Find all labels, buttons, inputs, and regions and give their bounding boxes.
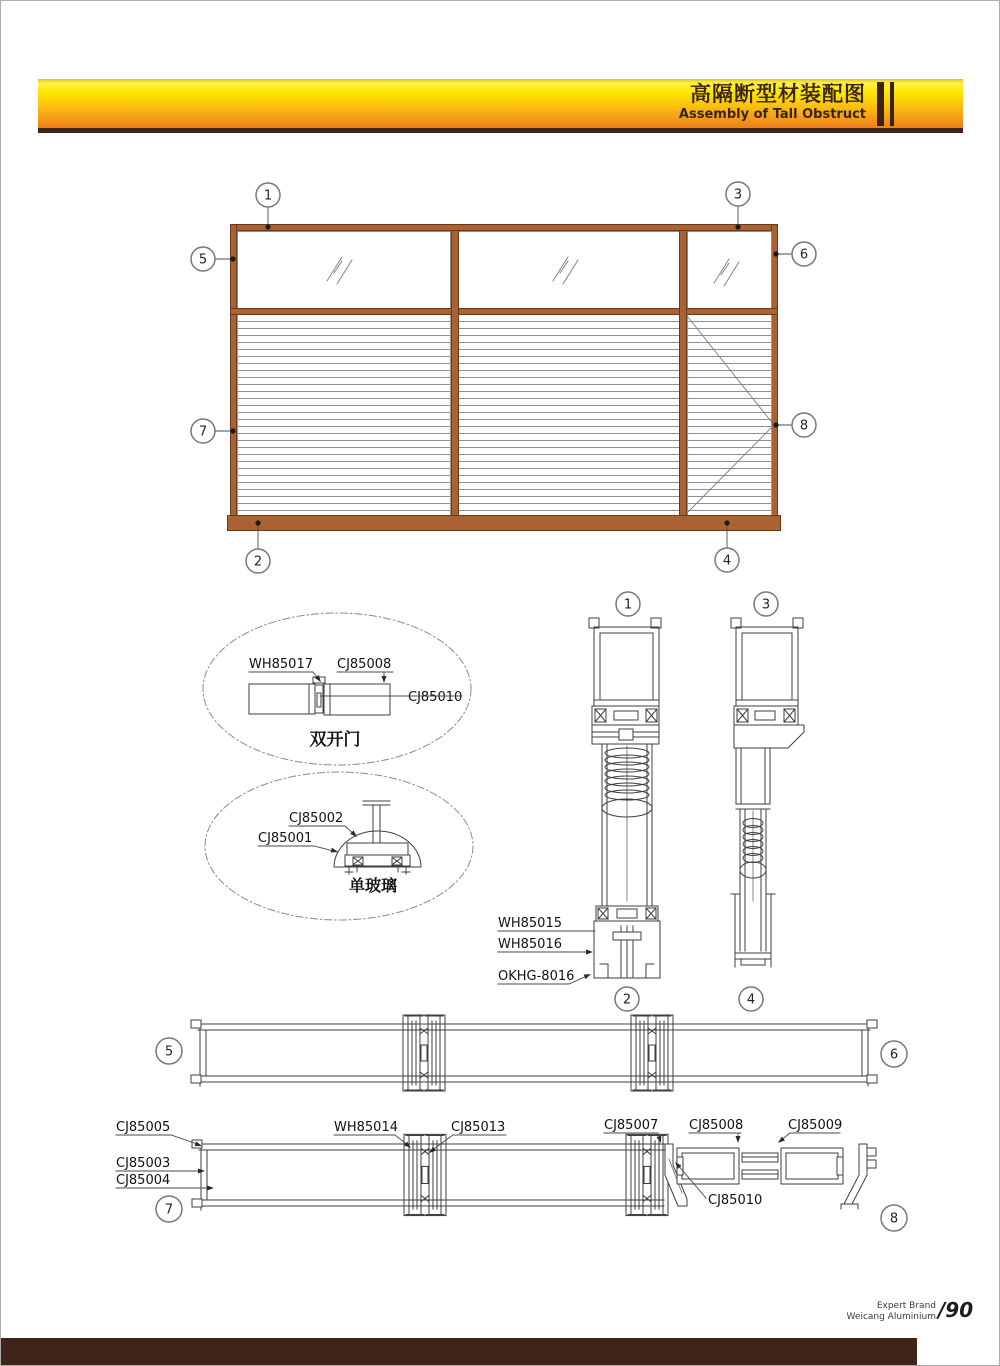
- callout-4-section: [739, 987, 763, 1011]
- callout-7-section-number: 7: [164, 1202, 174, 1218]
- callout-8-section: [881, 1205, 907, 1231]
- callout-4: [715, 548, 739, 572]
- label-cj85002: CJ85002: [289, 811, 344, 826]
- callout-7-number: 7: [198, 424, 208, 440]
- label-cj85003: CJ85003: [116, 1156, 171, 1171]
- glass-symbol-3: [714, 259, 739, 286]
- callout-6: [792, 242, 816, 266]
- callout-1: [256, 183, 280, 207]
- door-leaf-b: [781, 1148, 843, 1184]
- horizontal-section-bottom-row: [116, 1118, 907, 1231]
- vertical-sections: [498, 592, 804, 1011]
- detail-double-door: [203, 613, 471, 765]
- page-subtitle: Assembly of Tall Obstruct: [678, 107, 866, 122]
- door-end-piece: [841, 1144, 876, 1209]
- label-wh85017: WH85017: [249, 657, 313, 672]
- callout-1-section: [616, 592, 640, 616]
- callout-7-section: [156, 1196, 182, 1222]
- label-wh85015: WH85015: [498, 916, 562, 931]
- vertical-section-3: [731, 618, 804, 967]
- callout-3-section: [754, 592, 778, 616]
- label-okhg8016: OKHG-8016: [498, 969, 575, 984]
- vertical-section-1: [589, 618, 661, 978]
- callout-8: [792, 413, 816, 437]
- door-connector: [742, 1153, 778, 1179]
- label-cj85004: CJ85004: [116, 1173, 171, 1188]
- callout-6-number: 6: [799, 247, 809, 263]
- label-wh85014: WH85014: [334, 1120, 398, 1135]
- glass-symbol-2: [553, 257, 578, 284]
- detail-single-glass: [205, 772, 473, 920]
- horizontal-section-top-row: [156, 1015, 907, 1091]
- footer-brand-line2: Weicang Aluminium: [846, 1312, 936, 1322]
- caption-double-door: 双开门: [309, 730, 361, 750]
- callout-1-section-number: 1: [623, 597, 633, 613]
- footer-brand-line1: Expert Brand: [876, 1301, 936, 1311]
- page-title: 高隔断型材装配图: [690, 82, 866, 106]
- single-glass-section: [334, 801, 421, 874]
- callout-2: [246, 549, 270, 573]
- callout-6-section-number: 6: [889, 1047, 899, 1063]
- callout-leaders: [215, 206, 792, 549]
- callout-5: [191, 247, 215, 271]
- callout-5-section: [156, 1038, 182, 1064]
- caption-single-glass: 单玻璃: [348, 876, 398, 895]
- callout-3-number: 3: [733, 187, 743, 203]
- callout-3-section-number: 3: [761, 597, 771, 613]
- door-swing-lines: [687, 316, 774, 513]
- label-cj85001: CJ85001: [258, 831, 313, 846]
- page-number: /90: [938, 1298, 974, 1322]
- callout-7: [191, 419, 215, 443]
- callout-8-section-number: 8: [889, 1211, 899, 1227]
- label-wh85016: WH85016: [498, 937, 562, 952]
- callout-4-section-number: 4: [746, 992, 756, 1008]
- glass-symbol-1: [327, 257, 352, 284]
- label-cj85013: CJ85013: [451, 1120, 506, 1135]
- callout-3: [726, 182, 750, 206]
- callout-2-section-number: 2: [622, 992, 632, 1008]
- callout-8-number: 8: [799, 418, 809, 434]
- callout-4-number: 4: [722, 553, 732, 569]
- label-cj85005: CJ85005: [116, 1120, 171, 1135]
- label-cj85010-door: CJ85010: [408, 690, 463, 705]
- callout-6-section: [881, 1041, 907, 1067]
- callout-5-number: 5: [198, 252, 208, 268]
- label-cj85008: CJ85008: [689, 1118, 744, 1133]
- label-cj85007: CJ85007: [604, 1118, 659, 1133]
- callout-2-section: [615, 987, 639, 1011]
- elevation-annotations: [191, 182, 816, 573]
- callout-5-section-number: 5: [164, 1044, 174, 1060]
- label-cj85010: CJ85010: [708, 1193, 763, 1208]
- door-leaf-a: [677, 1148, 739, 1184]
- drawing-overlay: [1, 1, 1000, 1366]
- callout-1-number: 1: [263, 188, 273, 204]
- label-cj85009: CJ85009: [788, 1118, 843, 1133]
- label-cj85008-door: CJ85008: [337, 657, 392, 672]
- callout-2-number: 2: [253, 554, 263, 570]
